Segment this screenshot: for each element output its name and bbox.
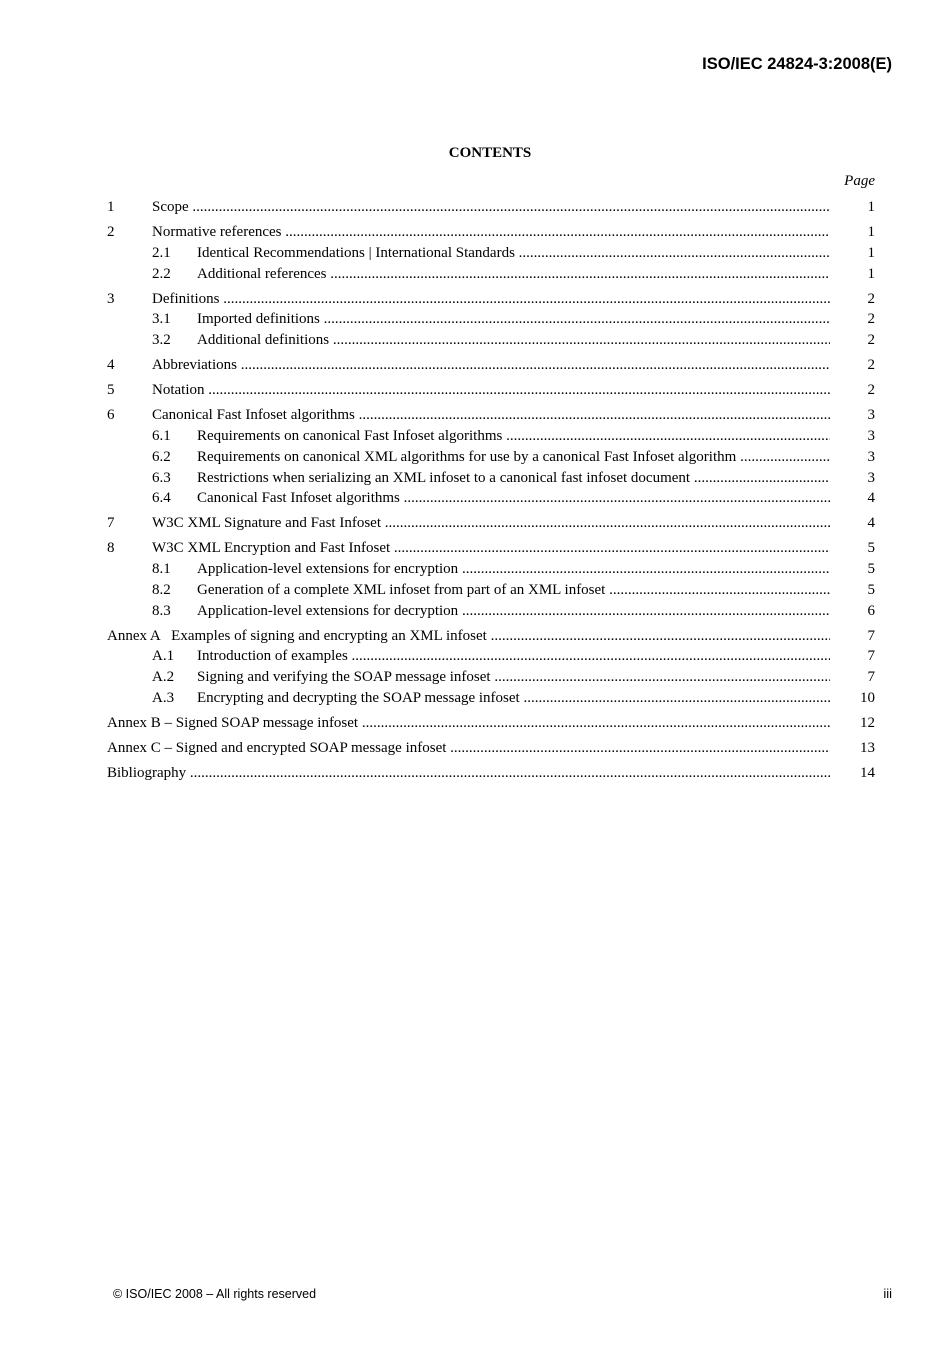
page-title: CONTENTS [448,145,532,161]
toc-title: W3C XML Encryption and Fast Infoset ..... [152,538,830,559]
toc-number: A.1 [152,648,175,665]
toc-number: 2.1 [152,244,171,261]
toc-page: 1 [867,199,875,215]
toc-title: Annex A Examples of signing and encrypting an XML infoset ..... [107,626,830,647]
toc-title: Encrypting and decrypting the SOAP message infoset ..... [197,688,830,709]
page-number: iii [883,1286,892,1301]
toc-page: 2 [867,382,875,399]
toc-title: Definitions ..... [152,289,830,310]
toc-entry-6-2[interactable] [107,447,875,468]
toc-number: 6.1 [152,427,171,444]
toc-page: 14 [860,764,875,781]
toc-number: 1 [107,199,115,215]
toc-title: Application-level extensions for decryption ..... [197,601,830,622]
toc-entry-8-1[interactable] [107,559,875,580]
toc-number: 6.3 [152,469,171,486]
toc-title: Imported definitions ..... [197,309,830,330]
toc-number: A.2 [152,669,175,686]
toc-title: Application-level extensions for encryption ..... [197,559,830,580]
toc-title: Scope ..... [152,197,830,218]
toc-entry-annex-a[interactable] [107,626,875,647]
toc-page: 7 [867,648,875,665]
toc-title: Normative references ..... [152,222,830,243]
toc-number: 8.2 [152,581,171,598]
toc-title: Annex B – Signed SOAP message infoset ..... [107,713,830,734]
toc-title: Signing and verifying the SOAP message infoset ..... [197,667,830,688]
toc-entry-6[interactable] [107,405,875,426]
toc-entry-5[interactable] [107,380,875,401]
toc-title: Canonical Fast Infoset algorithms ..... [152,405,830,426]
toc-number: 2 [107,223,115,240]
toc-page: 1 [867,265,875,282]
toc-title: Bibliography ..... [107,763,830,784]
toc-number: 3 [107,290,115,307]
toc-number: 4 [107,357,115,374]
toc-page: 3 [867,427,875,444]
toc-title: Requirements on canonical XML algorithms for use by a canonical Fast Infoset algorithm ..... [197,447,830,468]
toc-entry-2-1[interactable] [107,243,875,264]
toc-entry-2[interactable] [107,222,875,243]
toc-number: 8 [107,540,115,557]
toc-title: Notation ..... [152,380,830,401]
toc-entry-8[interactable] [107,538,875,559]
toc-title: Introduction of examples ..... [197,646,830,667]
toc-page: 2 [867,332,875,349]
toc-title: Requirements on canonical Fast Infoset algorithms ..... [197,426,830,447]
page-column-label: Page [844,173,875,189]
toc-entry-3-1[interactable] [107,309,875,330]
toc-page: 5 [867,561,875,578]
toc-number: 6 [107,407,115,424]
toc-page: 12 [860,715,875,732]
toc-page: 5 [867,540,875,557]
toc-title: Identical Recommendations | International Standards ..... [197,243,830,264]
toc-number: 2.2 [152,265,171,282]
toc-entry-bibliography[interactable] [107,763,875,784]
toc-number: 6.2 [152,448,171,465]
toc-page: 7 [867,669,875,686]
toc-number: 7 [107,515,115,532]
toc-page: 1 [867,244,875,261]
toc-page: 1 [867,223,875,240]
toc-entry-7[interactable] [107,513,875,534]
toc-entry-2-2[interactable] [107,264,875,285]
toc-page: 6 [867,602,875,619]
toc-title: W3C XML Signature and Fast Infoset ..... [152,513,830,534]
toc-number: 3.1 [152,311,171,328]
toc-page: 3 [867,448,875,465]
toc-entry-3-2[interactable] [107,330,875,351]
toc-entry-3[interactable] [107,289,875,310]
toc-page: 3 [867,469,875,486]
toc-number: A.3 [152,690,175,707]
document-identifier: ISO/IEC 24824-3:2008(E) [702,55,892,73]
toc-page: 10 [860,690,875,707]
toc-entry-8-2[interactable] [107,580,875,601]
toc-number: 3.2 [152,332,171,349]
toc-page: 4 [867,515,875,532]
toc-number: 8.3 [152,602,171,619]
toc-entry-a-3[interactable] [107,688,875,709]
toc-entry-8-3[interactable] [107,601,875,622]
toc-page: 2 [867,357,875,374]
toc-entry-1[interactable] [107,197,875,218]
toc-number: 5 [107,382,115,399]
toc-number: 8.1 [152,561,171,578]
toc-title: Abbreviations ..... [152,355,830,376]
toc-page: 2 [867,311,875,328]
toc-page: 3 [867,407,875,424]
toc-title: Annex C – Signed and encrypted SOAP message infoset ..... [107,738,830,759]
toc-number: 6.4 [152,490,171,507]
toc-title: Additional definitions ..... [197,330,830,351]
table-of-contents [107,197,875,784]
toc-title: Additional references ..... [197,264,830,285]
toc-entry-4[interactable] [107,355,875,376]
toc-title: Generation of a complete XML infoset from part of an XML infoset ..... [197,580,830,601]
toc-entry-a-1[interactable] [107,646,875,667]
toc-title: Restrictions when serializing an XML infoset to a canonical fast infoset document ..... [197,468,830,489]
toc-entry-a-2[interactable] [107,667,875,688]
toc-entry-annex-b[interactable] [107,713,875,734]
toc-entry-6-4[interactable] [107,488,875,509]
toc-page: 7 [867,627,875,644]
toc-title: Canonical Fast Infoset algorithms ..... [197,488,830,509]
copyright-notice: © ISO/IEC 2008 – All rights reserved [113,1287,317,1301]
toc-page: 5 [867,581,875,598]
toc-entry-6-3[interactable] [107,468,875,489]
toc-entry-6-1[interactable] [107,426,875,447]
toc-entry-annex-c[interactable] [107,738,875,759]
toc-page: 13 [860,740,875,756]
toc-page: 2 [867,290,875,307]
toc-page: 4 [867,490,875,507]
